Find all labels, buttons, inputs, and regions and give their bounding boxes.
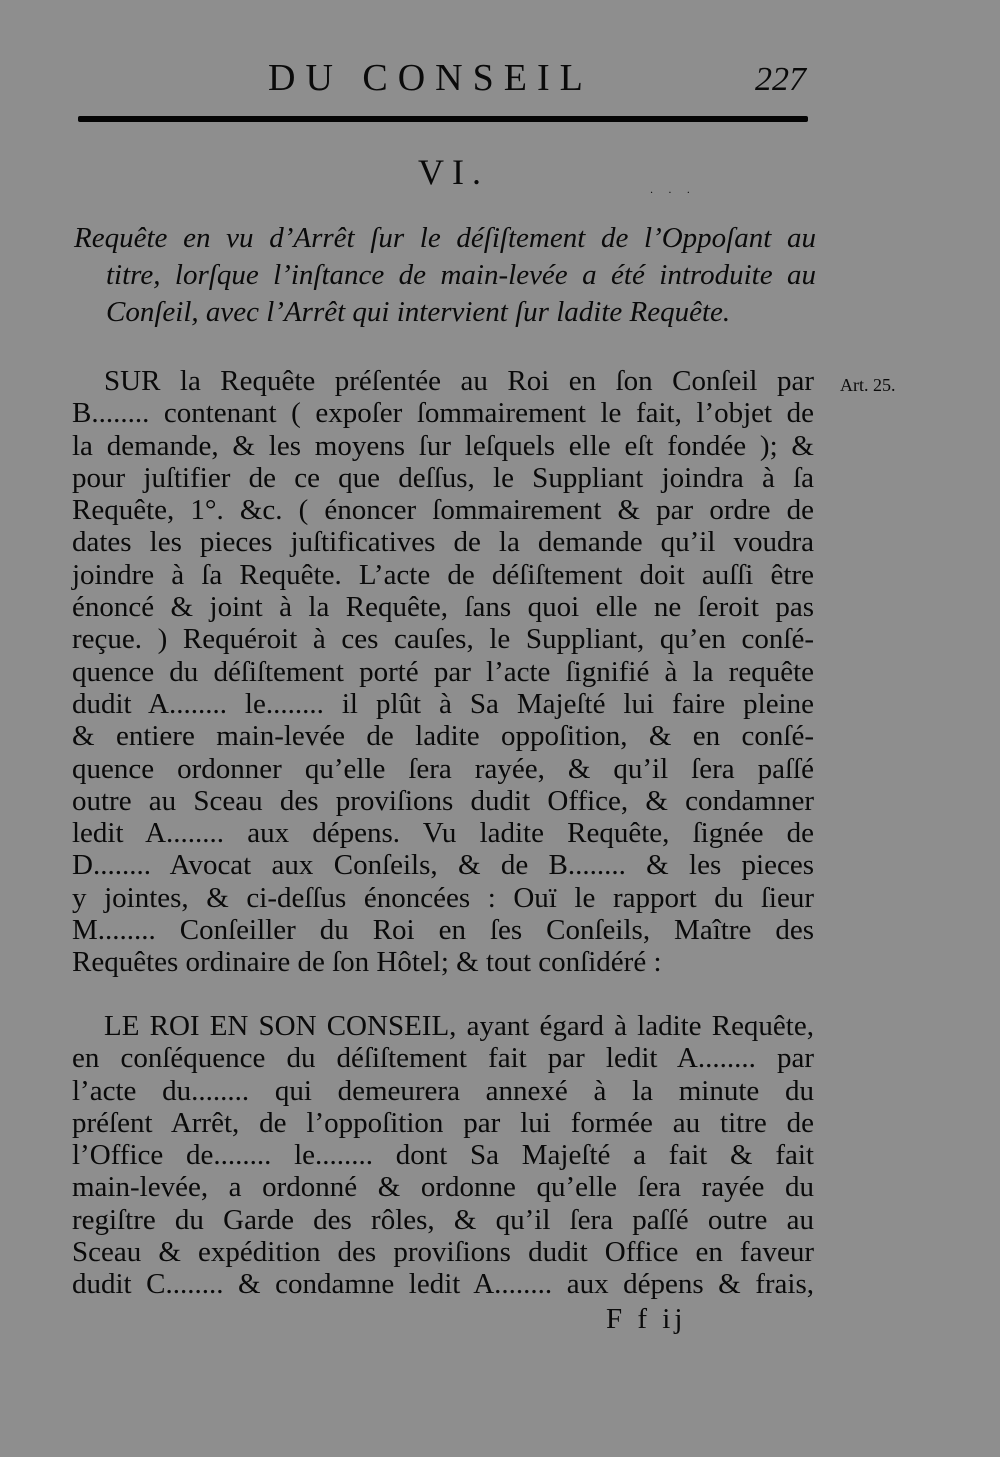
text-line: joindre à ſa Requête. L’acte de déſiſtement doit auſſi être bbox=[72, 558, 814, 591]
heading-line: Requête en vu d’Arrêt ſur le déſiſtement de l’Oppoſant au bbox=[74, 222, 816, 254]
text-line: B........ contenant ( expoſer ſommairement le fait, l’objet de bbox=[72, 397, 814, 430]
text-line: la demande, & les moyens ſur leſquels elle eſt fondée ); & bbox=[72, 429, 814, 462]
text-line: l’acte du........ qui demeurera annexé à la minute du bbox=[72, 1074, 814, 1107]
text-line: pour juſtifier de ce que deſſus, le Suppliant joindra à ſa bbox=[72, 461, 814, 494]
text-line: dudit A........ le........ il plût à Sa Majeſté lui faire pleine bbox=[72, 687, 814, 720]
page-number: 227 bbox=[755, 61, 806, 98]
text-line: M........ Conſeiller du Roi en ſes Conſeils, Maître des bbox=[72, 914, 814, 947]
text-line: préſent Arrêt, de l’oppoſition par lui formée au titre de bbox=[72, 1106, 814, 1139]
text-line: & entiere main-levée de ladite oppoſition, & en conſé- bbox=[72, 720, 814, 753]
margin-note: Art. 25. bbox=[840, 375, 896, 395]
text-line: outre au Sceau des proviſions dudit Office, & condamner bbox=[72, 784, 814, 817]
text-line: énoncé & joint à la Requête, ſans quoi elle ne ſeroit pas bbox=[72, 591, 814, 624]
text-line: quence ordonner qu’elle ſera rayée, & qu’il ſera paſſé bbox=[72, 752, 814, 785]
text-line: SUR la Requête préſentée au Roi en ſon Conſeil par bbox=[104, 365, 814, 397]
paragraph-arret bbox=[72, 1010, 814, 1301]
section-number: VI. bbox=[418, 152, 489, 192]
text-line: D........ Avocat aux Conſeils, & de B........ & les pieces bbox=[72, 849, 814, 882]
text-line: reçue. ) Requéroit à ces cauſes, le Suppliant, qu’en conſé- bbox=[72, 623, 814, 656]
running-title: DU CONSEIL bbox=[268, 57, 593, 99]
text-line: en conſéquence du déſiſtement fait par ledit A........ par bbox=[72, 1042, 814, 1075]
text-line: Sceau & expédition des proviſions dudit Office en faveur bbox=[72, 1236, 814, 1269]
paragraph-requete bbox=[72, 365, 814, 979]
text-line: l’Office de........ le........ dont Sa Majeſté a fait & fait bbox=[72, 1139, 814, 1172]
section-heading bbox=[74, 220, 816, 331]
text-line: main-levée, a ordonné & ordonne qu’elle ſera rayée du bbox=[72, 1171, 814, 1204]
text-line: Requête, 1°. &c. ( énoncer ſommairement & par ordre de bbox=[72, 494, 814, 527]
text-line: LE ROI EN SON CONSEIL, ayant égard à ladite Requête, bbox=[104, 1010, 814, 1042]
ink-specks: · · · bbox=[650, 188, 696, 199]
text-line: ledit A........ aux dépens. Vu ladite Requête, ſignée de bbox=[72, 817, 814, 850]
heading-line: Conſeil, avec l’Arrêt qui intervient ſur ladite Requête. bbox=[106, 296, 731, 328]
heading-line: titre, lorſque l’inſtance de main-levée a été introduite au bbox=[106, 259, 816, 291]
text-line: Requêtes ordinaire de ſon Hôtel; & tout conſidéré : bbox=[72, 946, 662, 979]
header-rule bbox=[78, 116, 808, 122]
text-line: quence du déſiſtement porté par l’acte ſignifié à la requête bbox=[72, 655, 814, 688]
text-line: dudit C........ & condamne ledit A........ aux dépens & frais, bbox=[72, 1268, 814, 1301]
text-line: dates les pieces juſtificatives de la demande qu’il voudra bbox=[72, 526, 814, 559]
signature-mark: F f ij bbox=[606, 1303, 687, 1335]
text-line: regiſtre du Garde des rôles, & qu’il ſera paſſé outre au bbox=[72, 1203, 814, 1236]
text-line: y jointes, & ci-deſſus énoncées : Ouï le rapport du ſieur bbox=[72, 881, 814, 914]
